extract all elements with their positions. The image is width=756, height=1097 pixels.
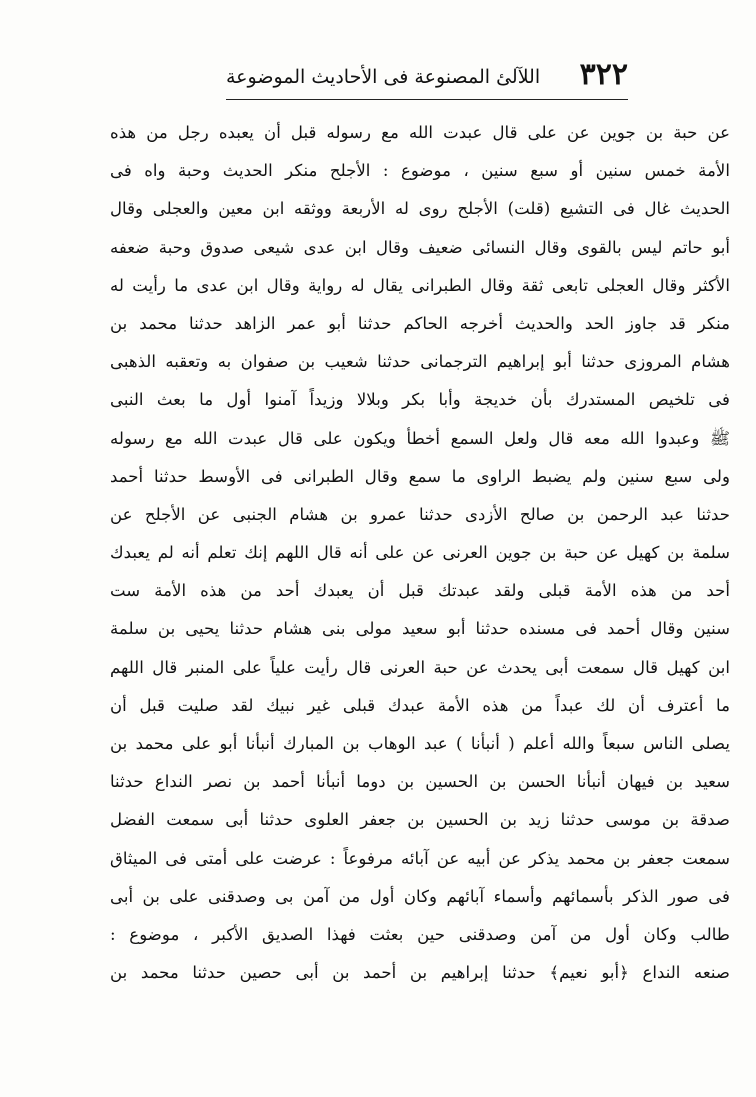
text-line: عن حبة بن جوين عن على قال عبدت الله مع رسوله قبل أن يعبده رجل من هذه	[110, 123, 730, 142]
text-line: فى صور الذكر بأسمائهم وأسماء آبائهم وكان أول من آمن بى وصدقنى على بن أبى	[110, 886, 730, 906]
text-line: سلمة بن كهيل عن حبة بن جوين العرنى عن على أنه قال اللهم إنك تعلم أنه لم يعبدك	[110, 543, 730, 563]
text-line: الأكثر وقال العجلى تابعى ثقة وقال الطبرانى يقال له رواية وقال ابن عدى ما رأيت له	[110, 275, 730, 295]
running-title: اللآلئ المصنوعة فى الأحاديث الموضوعة	[226, 66, 541, 88]
text-line: ما أعترف أن لك عبداً من هذه الأمة عبدك قبلى غير نبيك لقد صليت قبل أن	[110, 695, 730, 715]
text-line: سمعت جعفر بن محمد يذكر عن أبيه عن آبائه مرفوعاً : عرضت على أمتى فى الميثاق	[110, 848, 730, 868]
text-line: صنعه النداع ﴿أبو نعيم﴾ حدثنا إبراهيم بن أحمد بن أبى حصين حدثنا محمد بن	[110, 963, 730, 983]
body-text	[110, 114, 730, 994]
text-line: حدثنا عبد الرحمن بن صالح الأزدى حدثنا عمرو بن هشام الجنبى عن الأجلح عن	[110, 504, 730, 524]
text-line: فى تلخيص المستدرك بأن خديجة وأبا بكر وبلالا وزيداً آمنوا أول ما بعث النبى	[110, 390, 730, 410]
text-line: منكر قد جاوز الحد والحديث أخرجه الحاكم حدثنا أبو عمر الزاهد حدثنا محمد بن	[110, 313, 730, 333]
text-line: طالب وكان أول من آمن وصدقنى حين بعثت فهذا الصديق الأكبر ، موضوع :	[110, 924, 730, 944]
page-header	[226, 56, 628, 98]
text-line: ابن كهيل قال سمعت أبى يحدث عن حبة العرنى قال رأيت علياً على المنبر قال اللهم	[110, 657, 730, 677]
text-line: صدقة بن موسى حدثنا زيد بن الحسين بن جعفر العلوى حدثنا أبى سمعت الفضل	[110, 810, 730, 830]
text-line: سنين وقال أحمد فى مسنده حدثنا أبو سعيد مولى بنى هشام حدثنا يحيى بن سلمة	[110, 619, 730, 639]
text-line: سعيد بن فيهان أنبأنا الحسن بن الحسين بن دوما أنبأنا أحمد بن نصر النداع حدثنا	[110, 772, 730, 792]
text-line: ولى سبع سنين ولم يضبط الراوى ما سمع وقال الطبرانى فى الأوسط حدثنا أحمد	[110, 466, 730, 486]
header-divider	[226, 99, 628, 100]
page-number: ٣٢٢	[579, 57, 628, 92]
text-line: ﷺ وعبدوا الله معه قال ولعل السمع أخطأ ويكون على قال عبدت الله مع رسوله	[110, 428, 730, 448]
text-line: يصلى الناس سبعاً والله أعلم ( أنبأنا ) عبد الوهاب بن المبارك أنبأنا أبو على محمد بن	[110, 734, 730, 753]
text-line: هشام المروزى حدثنا أبو إبراهيم الترجمانى حدثنا شعيب بن صفوان به وتعقبه الذهبى	[110, 352, 730, 372]
text-line: الحديث غال فى التشيع (قلت) الأجلح روى له الأربعة ووثقه ابن معين والعجلى وقال	[110, 199, 730, 219]
text-line: أحد من هذه الأمة قبلى ولقد عبدتك قبل أن يعبدك أحد من هذه الأمة ست	[110, 581, 730, 601]
text-line: أبو حاتم ليس بالقوى وقال النسائى ضعيف وقال ابن عدى شيعى صدوق وحبة ضعفه	[110, 237, 730, 257]
text-line: الأمة خمس سنين أو سبع سنين ، موضوع : الأجلح منكر الحديث وحبة واه فى	[110, 161, 730, 181]
